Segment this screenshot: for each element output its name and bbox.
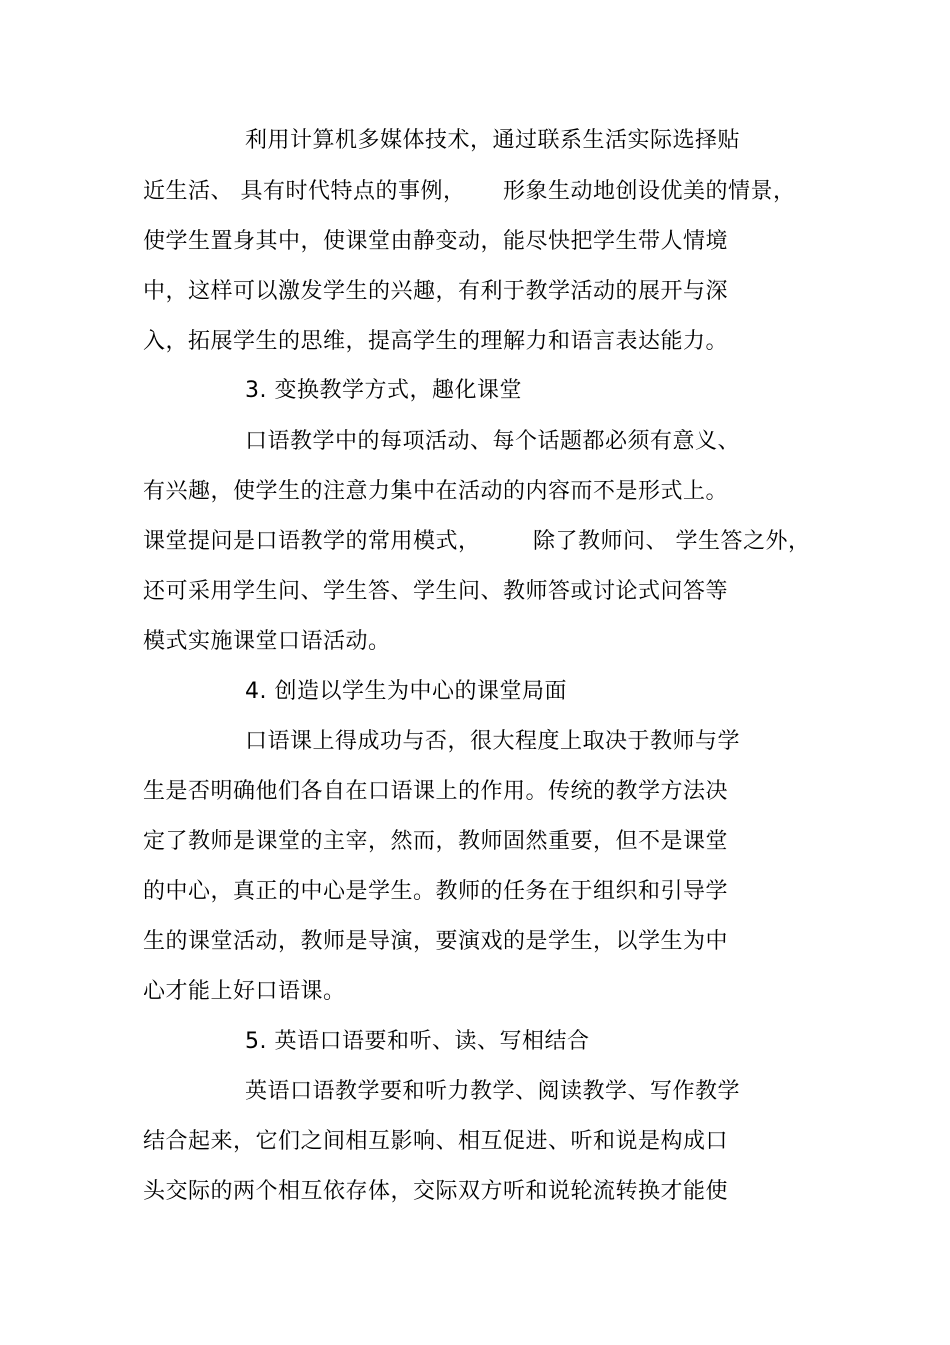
paragraph-line: 使学生置身其中，使课堂由静变动，能尽快把学生带人情境 bbox=[143, 229, 729, 254]
paragraph-line: 中，这样可以激发学生的兴趣，有利于教学活动的展开与深 bbox=[143, 279, 729, 304]
paragraph-line: 生是否明确他们各自在口语课上的作用。传统的教学方法决 bbox=[143, 779, 729, 804]
paragraph-line: 定了教师是课堂的主宰，然而，教师固然重要，但不是课堂 bbox=[143, 829, 729, 854]
paragraph-line: 生的课堂活动，教师是导演，要演戏的是学生，以学生为中 bbox=[143, 929, 729, 954]
paragraph-line: 心才能上好口语课。 bbox=[143, 979, 346, 1004]
paragraph-line: 近生活、 具有时代特点的事例， 形象生动地创设优美的情景， bbox=[143, 179, 796, 204]
paragraph-line: 口语课上得成功与否，很大程度上取决于教师与学 bbox=[245, 729, 741, 754]
section-heading: 4. 创造以学生为中心的课堂局面 bbox=[245, 679, 567, 704]
paragraph-line: 还可采用学生问、学生答、学生问、教师答或讨论式问答等 bbox=[143, 579, 729, 604]
section-heading: 3. 变换教学方式，趣化课堂 bbox=[245, 378, 522, 403]
paragraph-line: 口语教学中的每项活动、每个话题都必须有意义、 bbox=[245, 429, 741, 454]
paragraph-line: 结合起来，它们之间相互影响、相互促进、听和说是构成口 bbox=[143, 1129, 729, 1154]
section-heading: 5. 英语口语要和听、读、写相结合 bbox=[245, 1029, 590, 1054]
paragraph-line: 课堂提问是口语教学的常用模式， 除了教师问、 学生答之外， bbox=[143, 529, 811, 554]
paragraph-line: 利用计算机多媒体技术，通过联系生活实际选择贴 bbox=[245, 128, 741, 153]
paragraph-line: 模式实施课堂口语活动。 bbox=[143, 629, 391, 654]
paragraph-line: 的中心，真正的中心是学生。教师的任务在于组织和引导学 bbox=[143, 879, 729, 904]
paragraph-line: 有兴趣，使学生的注意力集中在活动的内容而不是形式上。 bbox=[143, 479, 729, 504]
paragraph-line: 入，拓展学生的思维，提高学生的理解力和语言表达能力。 bbox=[143, 329, 729, 354]
paragraph-line: 头交际的两个相互依存体，交际双方听和说轮流转换才能使 bbox=[143, 1179, 729, 1204]
paragraph-line: 英语口语教学要和听力教学、阅读教学、写作教学 bbox=[245, 1079, 741, 1104]
